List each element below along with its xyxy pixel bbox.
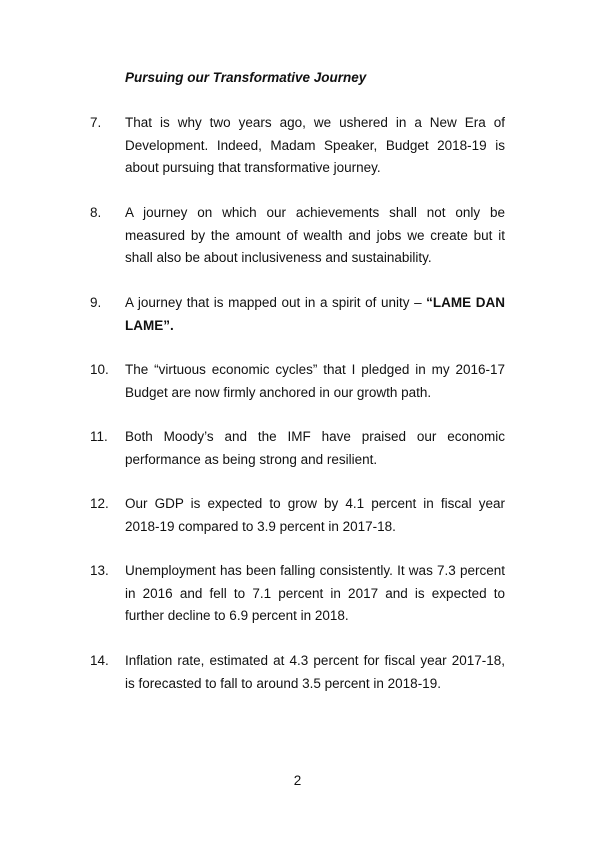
section-heading: Pursuing our Transformative Journey — [125, 70, 367, 85]
paragraph-9 — [90, 292, 505, 337]
paragraph-number: 11. — [90, 429, 108, 444]
paragraph-text: A journey on which our achievements shall not only be measured by the amount of wealth and jobs we create but it shall also be about inclusiveness and sustainability. — [125, 205, 505, 265]
paragraph-number: 13. — [90, 563, 109, 578]
page-number: 2 — [293, 773, 302, 788]
paragraph-text: Our GDP is expected to grow by 4.1 percent in fiscal year 2018-19 compared to 3.9 percent in 2017-18. — [125, 496, 505, 534]
paragraph-13 — [90, 560, 505, 628]
paragraph-14 — [90, 650, 505, 695]
paragraph-number: 12. — [90, 496, 109, 511]
paragraph-text-plain: A journey that is mapped out in a spirit of unity – — [125, 295, 427, 310]
paragraph-number: 8. — [90, 205, 102, 220]
paragraph-number: 14. — [90, 653, 109, 668]
paragraph-text: Unemployment has been falling consistently. It was 7.3 percent in 2016 and fell to 7.1 percent in 2017 and is expected to further decline to 6.9 percent in 2018. — [125, 563, 505, 623]
paragraph-11 — [90, 426, 505, 471]
paragraph-number: 7. — [90, 115, 102, 130]
paragraph-12 — [90, 493, 505, 538]
paragraph-text — [125, 292, 505, 337]
paragraph-text: Inflation rate, estimated at 4.3 percent for fiscal year 2017-18, is forecasted to fall to around 3.5 percent in 2018-19. — [125, 653, 505, 691]
paragraph-8 — [90, 202, 505, 270]
paragraph-text: Both Moody’s and the IMF have praised our economic performance as being strong and resilient. — [125, 429, 505, 467]
paragraph-text: That is why two years ago, we ushered in a New Era of Development. Indeed, Madam Speaker, Budget 2018-19 is about pursuing that transformative journey. — [125, 115, 505, 175]
paragraph-text-bold: “LAME DAN LAME”. — [125, 295, 505, 333]
paragraph-10 — [90, 359, 505, 404]
paragraph-number: 10. — [90, 362, 109, 377]
paragraph-text: The “virtuous economic cycles” that I pledged in my 2016-17 Budget are now firmly anchored in our growth path. — [125, 362, 505, 400]
paragraph-number: 9. — [90, 295, 102, 310]
paragraph-7 — [90, 112, 505, 180]
